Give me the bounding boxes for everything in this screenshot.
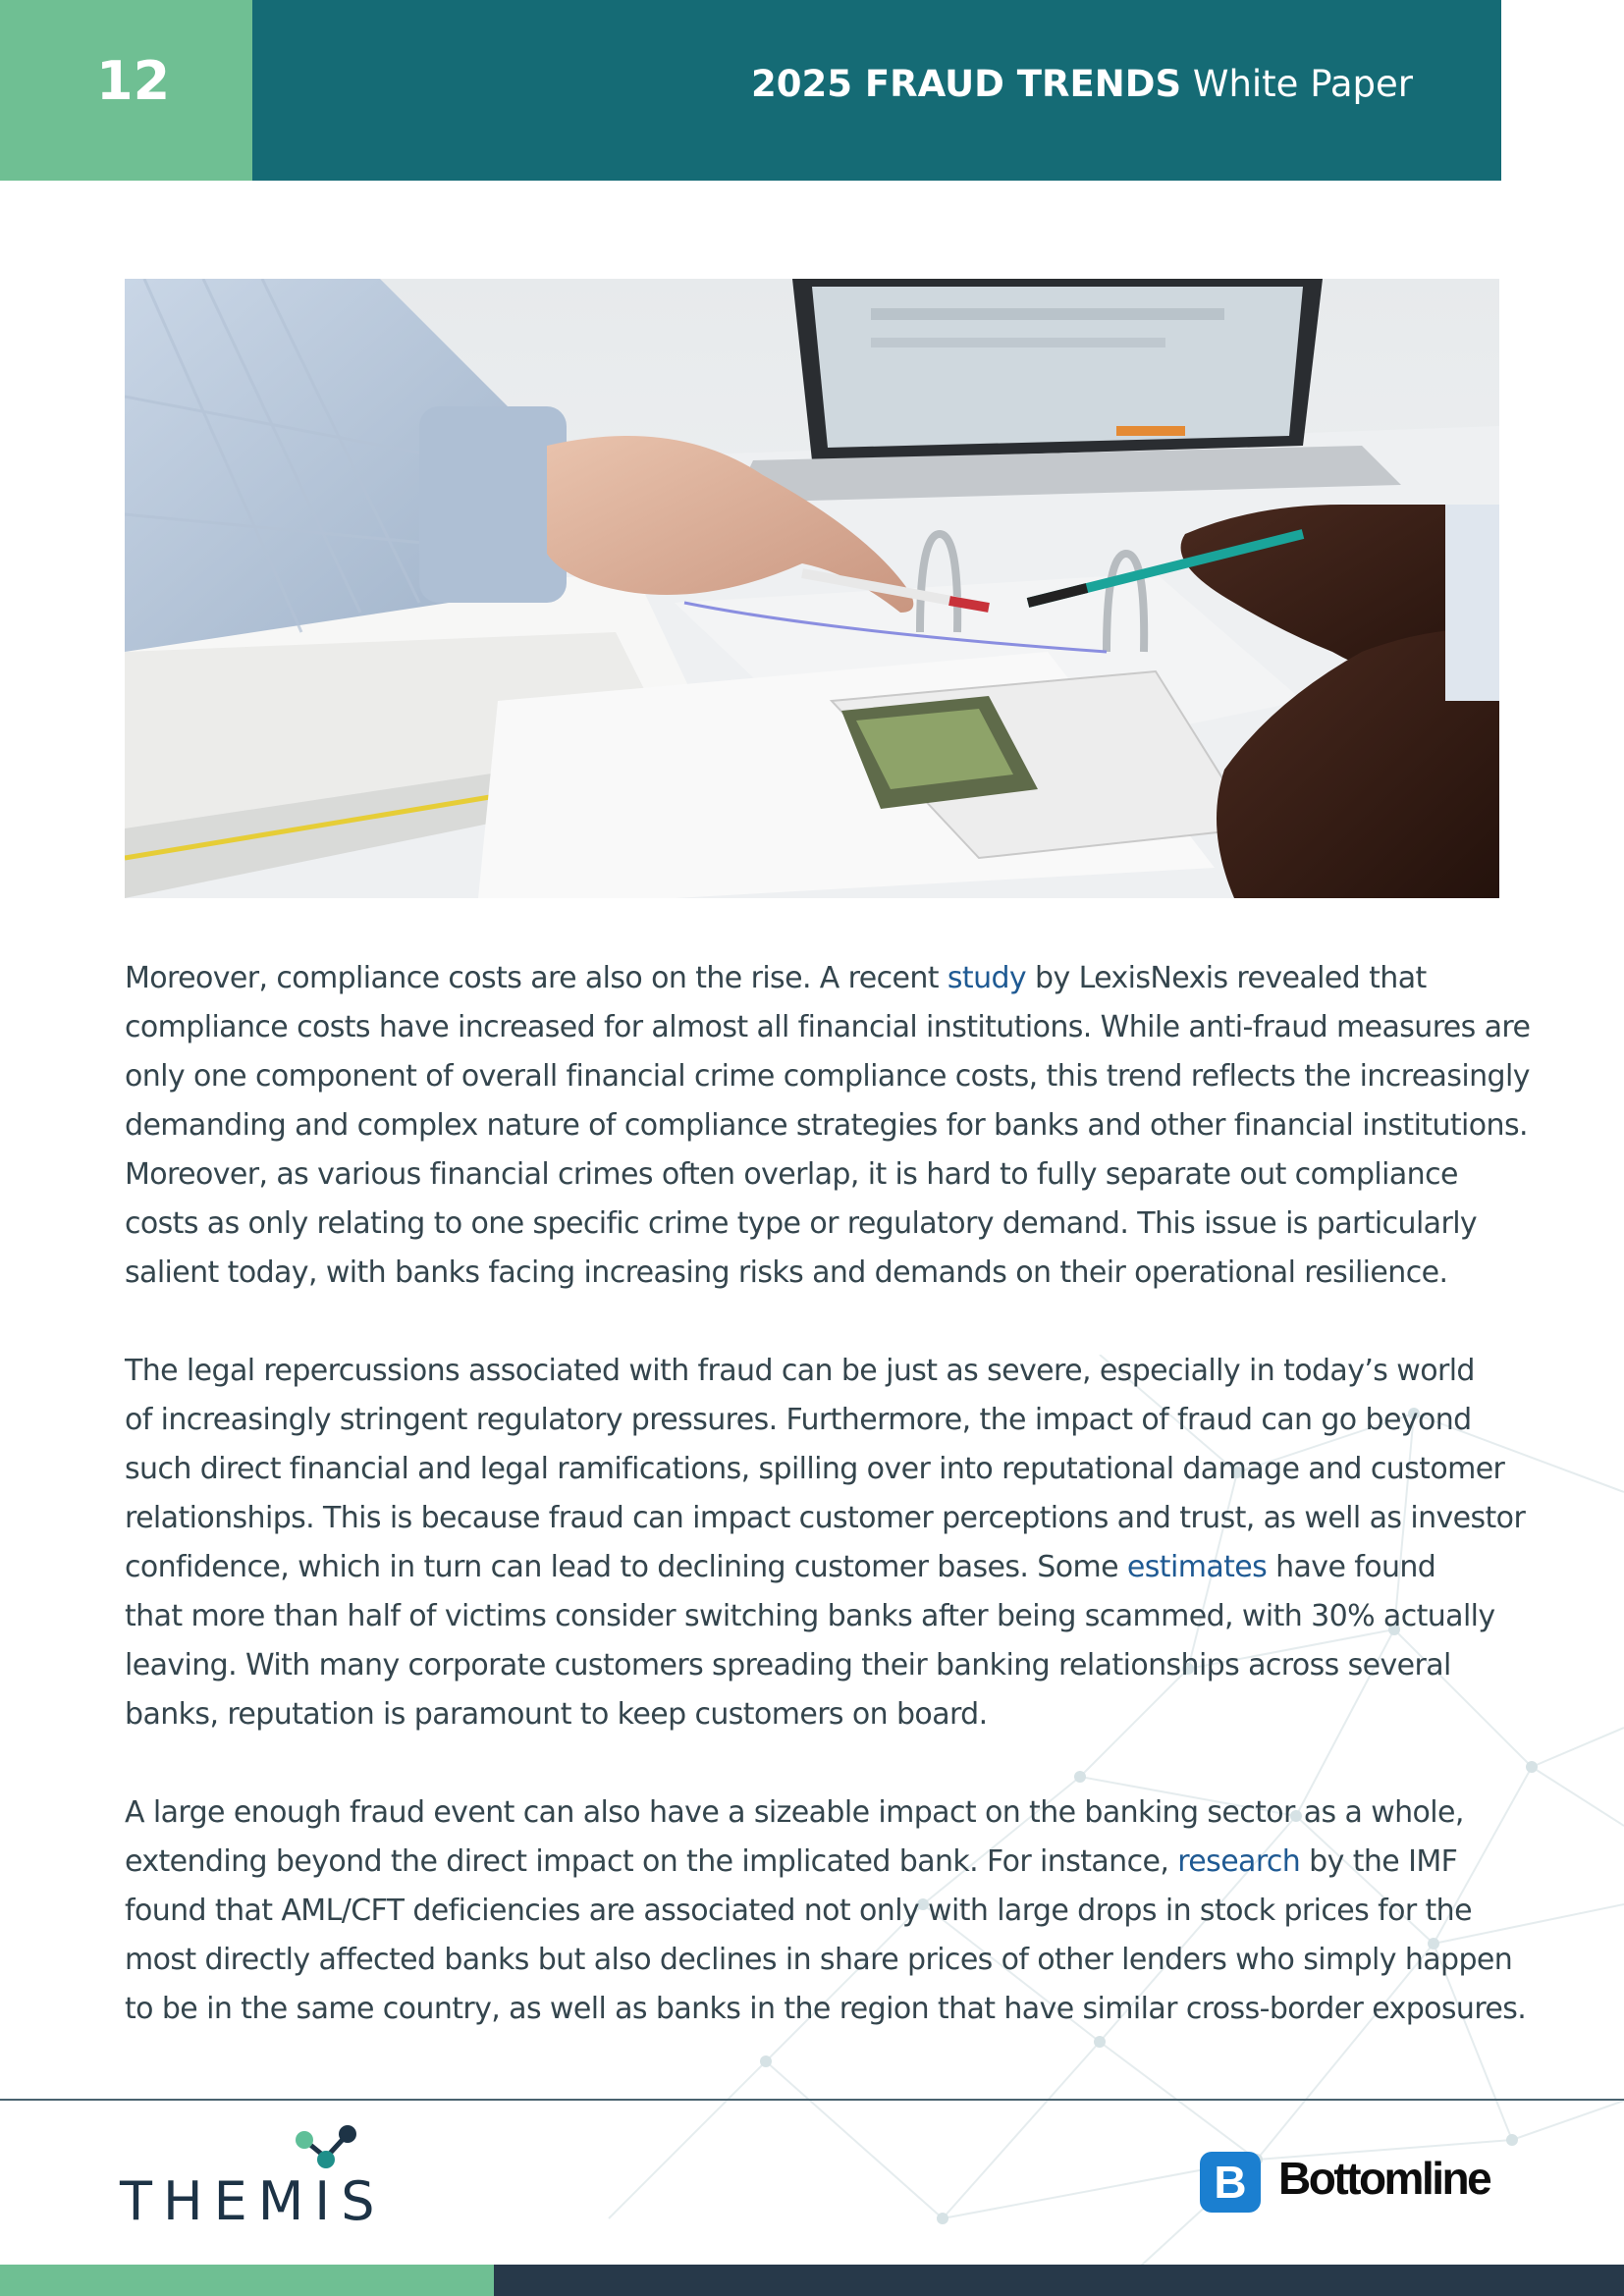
text-line: found that AML/CFT deficiencies are associated not only with large drops in stock prices for the (125, 1894, 1472, 1928)
bottomline-logo-mark-icon (1198, 2150, 1265, 2215)
header-bar (252, 0, 1501, 181)
estimates-link[interactable]: estimates (1126, 1550, 1268, 1584)
footer-divider (0, 2099, 1624, 2101)
themis-logo-text: THEMIS (120, 2170, 386, 2232)
text-segment: have found (1267, 1550, 1436, 1584)
text-segment: by the IMF (1300, 1844, 1458, 1879)
text-line: The legal repercussions associated with fraud can be just as severe, especially in today’s world (125, 1354, 1475, 1388)
document-title (751, 65, 1413, 105)
text-line: demanding and complex nature of compliance strategies for banks and other financial institutions. (125, 1108, 1528, 1143)
text-segment: extending beyond the direct impact on the implicated bank. For instance, (125, 1844, 1178, 1879)
document-title-bold: 2025 FRAUD TRENDS (751, 63, 1182, 105)
paragraph-3 (125, 1789, 1527, 2034)
text-line: that more than half of victims consider switching banks after being scammed, with 30% actually (125, 1599, 1495, 1633)
footer-bar-dark (494, 2265, 1624, 2296)
text-line: salient today, with banks facing increasing risks and demands on their operational resilience. (125, 1255, 1448, 1290)
body-text (125, 954, 1531, 2083)
text-segment: by LexisNexis revealed that (1026, 961, 1427, 995)
text-line: only one component of overall financial crime compliance costs, this trend reflects the increasingly (125, 1059, 1530, 1094)
text-line: of increasingly stringent regulatory pressures. Furthermore, the impact of fraud can go beyond (125, 1403, 1472, 1437)
text-line: relationships. This is because fraud can impact customer perceptions and trust, as well as investor (125, 1501, 1526, 1535)
text-line (125, 954, 1499, 1003)
text-line: Moreover, as various financial crimes often overlap, it is hard to fully separate out compliance (125, 1157, 1458, 1192)
photo-illustration (125, 279, 1499, 898)
text-line: A large enough fraud event can also have a sizeable impact on the banking sector as a whole, (125, 1795, 1464, 1830)
page-number: 12 (96, 50, 171, 112)
text-line: most directly affected banks but also declines in share prices of other lenders who simply happen (125, 1943, 1513, 1977)
text-line: costs as only relating to one specific crime type or regulatory demand. This issue is particularly (125, 1206, 1478, 1241)
research-link[interactable]: research (1177, 1844, 1301, 1879)
text-segment: confidence, which in turn can lead to declining customer bases. Some (125, 1550, 1127, 1584)
themis-logo (120, 2120, 386, 2232)
business-documents-photo (125, 279, 1499, 898)
text-line (125, 1838, 1499, 1887)
bottomline-logo-text: Bottomline (1278, 2153, 1490, 2204)
text-line: such direct financial and legal ramifications, spilling over into reputational damage and customer (125, 1452, 1505, 1486)
text-line (125, 1543, 1499, 1592)
text-segment: Moreover, compliance costs are also on the rise. A recent (125, 961, 947, 995)
bottomline-logo (1198, 2150, 1512, 2218)
bottomline-logo-mark-letter: B (1214, 2157, 1247, 2208)
text-line: compliance costs have increased for almost all financial institutions. While anti-fraud measures are (125, 1010, 1531, 1044)
document-title-regular: White Paper (1181, 63, 1413, 105)
paragraph-1 (125, 954, 1531, 1298)
paragraph-2 (125, 1347, 1526, 1739)
text-line: leaving. With many corporate customers spreading their banking relationships across several (125, 1648, 1451, 1682)
page-number-block (0, 0, 252, 181)
footer-bar-green (0, 2265, 494, 2296)
text-line: to be in the same country, as well as banks in the region that have similar cross-border exposures. (125, 1992, 1527, 2026)
study-link[interactable]: study (947, 961, 1027, 995)
text-line: banks, reputation is paramount to keep customers on board. (125, 1697, 988, 1732)
